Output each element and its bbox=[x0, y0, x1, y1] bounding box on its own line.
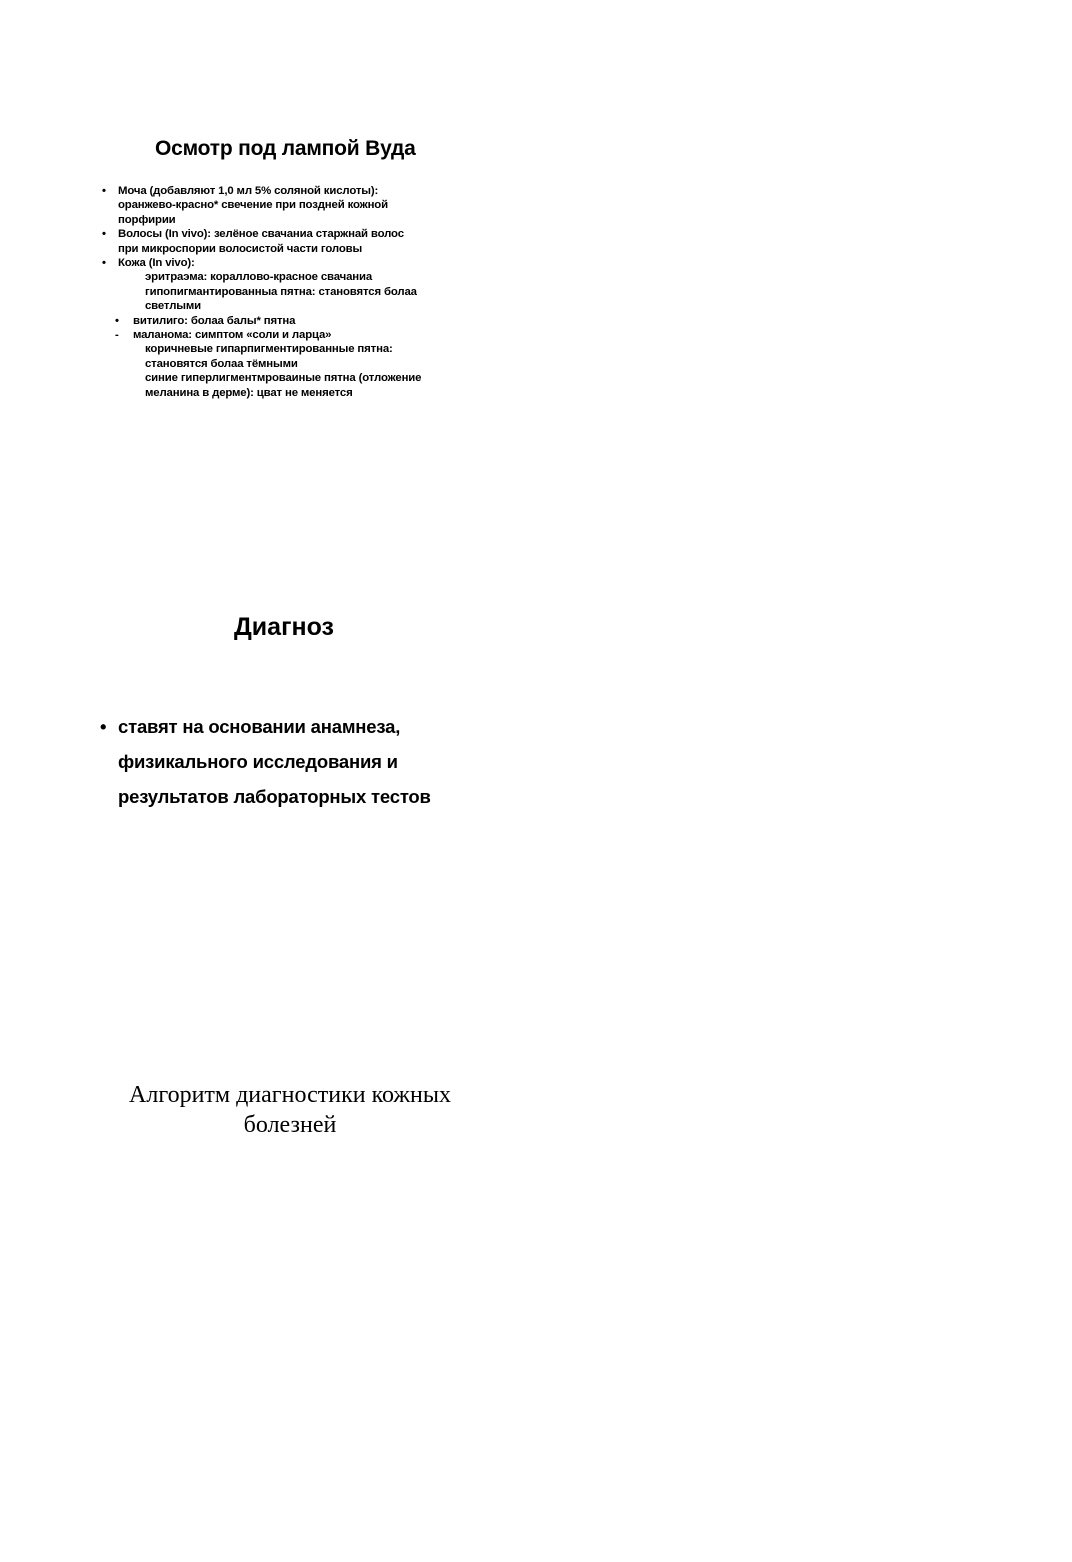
slide-diagnosis bbox=[0, 560, 1072, 860]
list-item-line: Волосы (In vivo): зелёное свачаниа старжнай волос bbox=[118, 228, 404, 241]
list-item-line: эритраэма: кораллово-красное свачаниа bbox=[145, 271, 373, 284]
bullet-marker: • bbox=[115, 314, 119, 327]
slide-title: Диагноз bbox=[234, 613, 334, 641]
sub-list-item bbox=[100, 285, 450, 314]
sub-list-item bbox=[100, 270, 450, 284]
list-item-line: меланина в дерме): цват не меняется bbox=[145, 386, 353, 399]
list-item-line: витилиго: болаа балы* пятна bbox=[133, 314, 296, 327]
slide-wood-lamp bbox=[0, 0, 1072, 440]
bullet-marker: • bbox=[102, 228, 106, 241]
list-item-line: светлыми bbox=[145, 300, 201, 313]
list-item bbox=[100, 256, 450, 270]
sub-list-item bbox=[100, 342, 450, 371]
slide-algorithm bbox=[0, 1070, 1072, 1190]
sub-list-item bbox=[100, 371, 450, 400]
slide-title bbox=[110, 1080, 470, 1140]
list-item-line: Моча (добавляют 1,0 мл 5% соляной кислоты): bbox=[118, 185, 379, 197]
bullet-marker: • bbox=[100, 716, 107, 737]
sub-list-item bbox=[100, 328, 450, 342]
list-item-line: становятся болаа тёмными bbox=[145, 357, 298, 370]
list-item-line: Кожа (In vivo): bbox=[118, 257, 195, 270]
list-item-line: порфирии bbox=[118, 213, 176, 226]
list-item-line: коричневые гипарпигментированные пятна: bbox=[145, 343, 393, 356]
slide-title-line: Алгоритм диагностики кожных bbox=[129, 1082, 451, 1108]
list-item-line: гипопигмантированныа пятна: становятся болаа bbox=[145, 285, 417, 298]
list-item-line: результатов лабораторных тестов bbox=[118, 786, 431, 807]
bullet-marker: • bbox=[102, 185, 106, 197]
list-item bbox=[100, 709, 431, 814]
list-item-line: маланома: симптом «соли и ларца» bbox=[133, 329, 332, 342]
bullet-list bbox=[100, 709, 431, 814]
list-item-line: оранжево-красно* свечение при поздней кожной bbox=[118, 199, 388, 212]
bullet-marker: • bbox=[102, 257, 106, 270]
list-item-line: ставят на основании анамнеза, bbox=[118, 716, 401, 737]
list-item-line: синие гиперлигментмроваиные пятна (отложение bbox=[145, 372, 422, 385]
list-item-line: при микроспории волосистой части головы bbox=[118, 242, 363, 255]
dash-marker: - bbox=[115, 329, 119, 342]
slide-title: Осмотр под лампой Вуда bbox=[155, 137, 416, 160]
slide-title-line: болезней bbox=[243, 1112, 337, 1138]
sub-list-item bbox=[100, 314, 450, 328]
list-item bbox=[100, 227, 450, 256]
list-item-line: физикального исследования и bbox=[118, 751, 398, 772]
list-item bbox=[100, 184, 450, 227]
bullet-list bbox=[100, 184, 450, 400]
